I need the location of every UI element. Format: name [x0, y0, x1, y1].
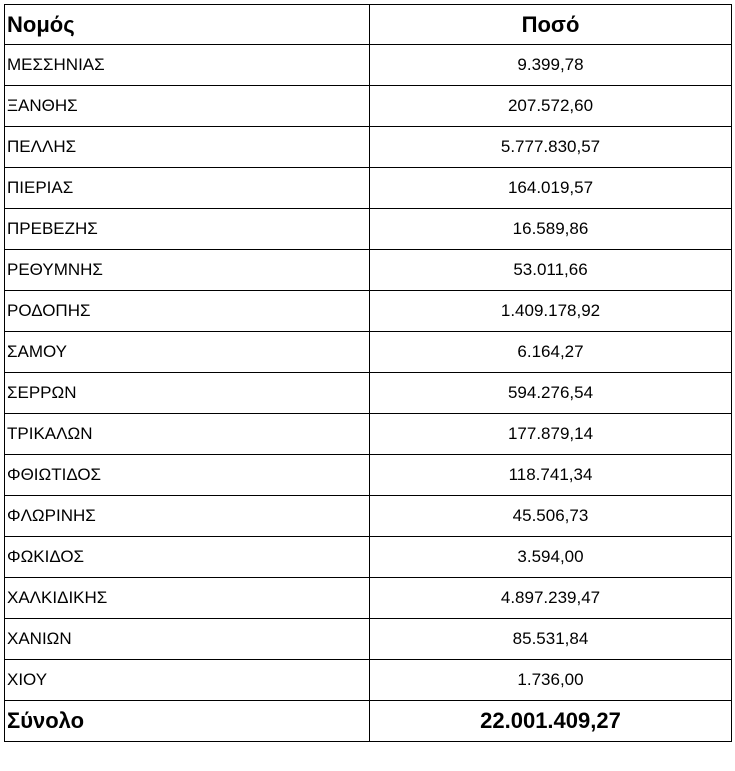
- region-cell: ΠΕΛΛΗΣ: [5, 127, 370, 168]
- amount-cell: 85.531,84: [370, 619, 732, 660]
- amounts-table-container: [4, 4, 731, 742]
- amounts-by-region-table: [4, 4, 732, 742]
- table-row: [5, 86, 732, 127]
- table-row: [5, 537, 732, 578]
- region-cell: ΣΑΜΟΥ: [5, 332, 370, 373]
- total-amount: 22.001.409,27: [370, 701, 732, 742]
- table-row: [5, 45, 732, 86]
- region-cell: ΧΙΟΥ: [5, 660, 370, 701]
- table-row: [5, 455, 732, 496]
- amount-cell: 177.879,14: [370, 414, 732, 455]
- amount-cell: 594.276,54: [370, 373, 732, 414]
- region-cell: ΡΟΔΟΠΗΣ: [5, 291, 370, 332]
- region-cell: ΞΑΝΘΗΣ: [5, 86, 370, 127]
- amount-cell: 3.594,00: [370, 537, 732, 578]
- region-cell: ΠΡΕΒΕΖΗΣ: [5, 209, 370, 250]
- amount-cell: 5.777.830,57: [370, 127, 732, 168]
- amount-cell: 4.897.239,47: [370, 578, 732, 619]
- region-cell: ΧΑΝΙΩΝ: [5, 619, 370, 660]
- table-row: [5, 127, 732, 168]
- region-cell: ΣΕΡΡΩΝ: [5, 373, 370, 414]
- amount-cell: 118.741,34: [370, 455, 732, 496]
- region-cell: ΧΑΛΚΙΔΙΚΗΣ: [5, 578, 370, 619]
- amount-cell: 53.011,66: [370, 250, 732, 291]
- amount-cell: 164.019,57: [370, 168, 732, 209]
- region-cell: ΤΡΙΚΑΛΩΝ: [5, 414, 370, 455]
- table-row: [5, 373, 732, 414]
- region-column-header: Νομός: [5, 5, 370, 45]
- amount-cell: 1.409.178,92: [370, 291, 732, 332]
- amount-cell: 45.506,73: [370, 496, 732, 537]
- amount-cell: 1.736,00: [370, 660, 732, 701]
- total-label: Σύνολο: [5, 701, 370, 742]
- table-row: [5, 332, 732, 373]
- region-cell: ΦΛΩΡΙΝΗΣ: [5, 496, 370, 537]
- table-row: [5, 496, 732, 537]
- total-row: [5, 701, 732, 742]
- table-row: [5, 619, 732, 660]
- region-cell: ΜΕΣΣΗΝΙΑΣ: [5, 45, 370, 86]
- region-cell: ΡΕΘΥΜΝΗΣ: [5, 250, 370, 291]
- amount-column-header: Ποσό: [370, 5, 732, 45]
- table-header-row: [5, 5, 732, 45]
- table-row: [5, 250, 732, 291]
- region-cell: ΦΘΙΩΤΙΔΟΣ: [5, 455, 370, 496]
- table-row: [5, 414, 732, 455]
- amount-cell: 6.164,27: [370, 332, 732, 373]
- table-row: [5, 168, 732, 209]
- region-cell: ΠΙΕΡΙΑΣ: [5, 168, 370, 209]
- amount-cell: 16.589,86: [370, 209, 732, 250]
- region-cell: ΦΩΚΙΔΟΣ: [5, 537, 370, 578]
- amount-cell: 207.572,60: [370, 86, 732, 127]
- table-row: [5, 660, 732, 701]
- table-row: [5, 578, 732, 619]
- table-row: [5, 291, 732, 332]
- table-row: [5, 209, 732, 250]
- amount-cell: 9.399,78: [370, 45, 732, 86]
